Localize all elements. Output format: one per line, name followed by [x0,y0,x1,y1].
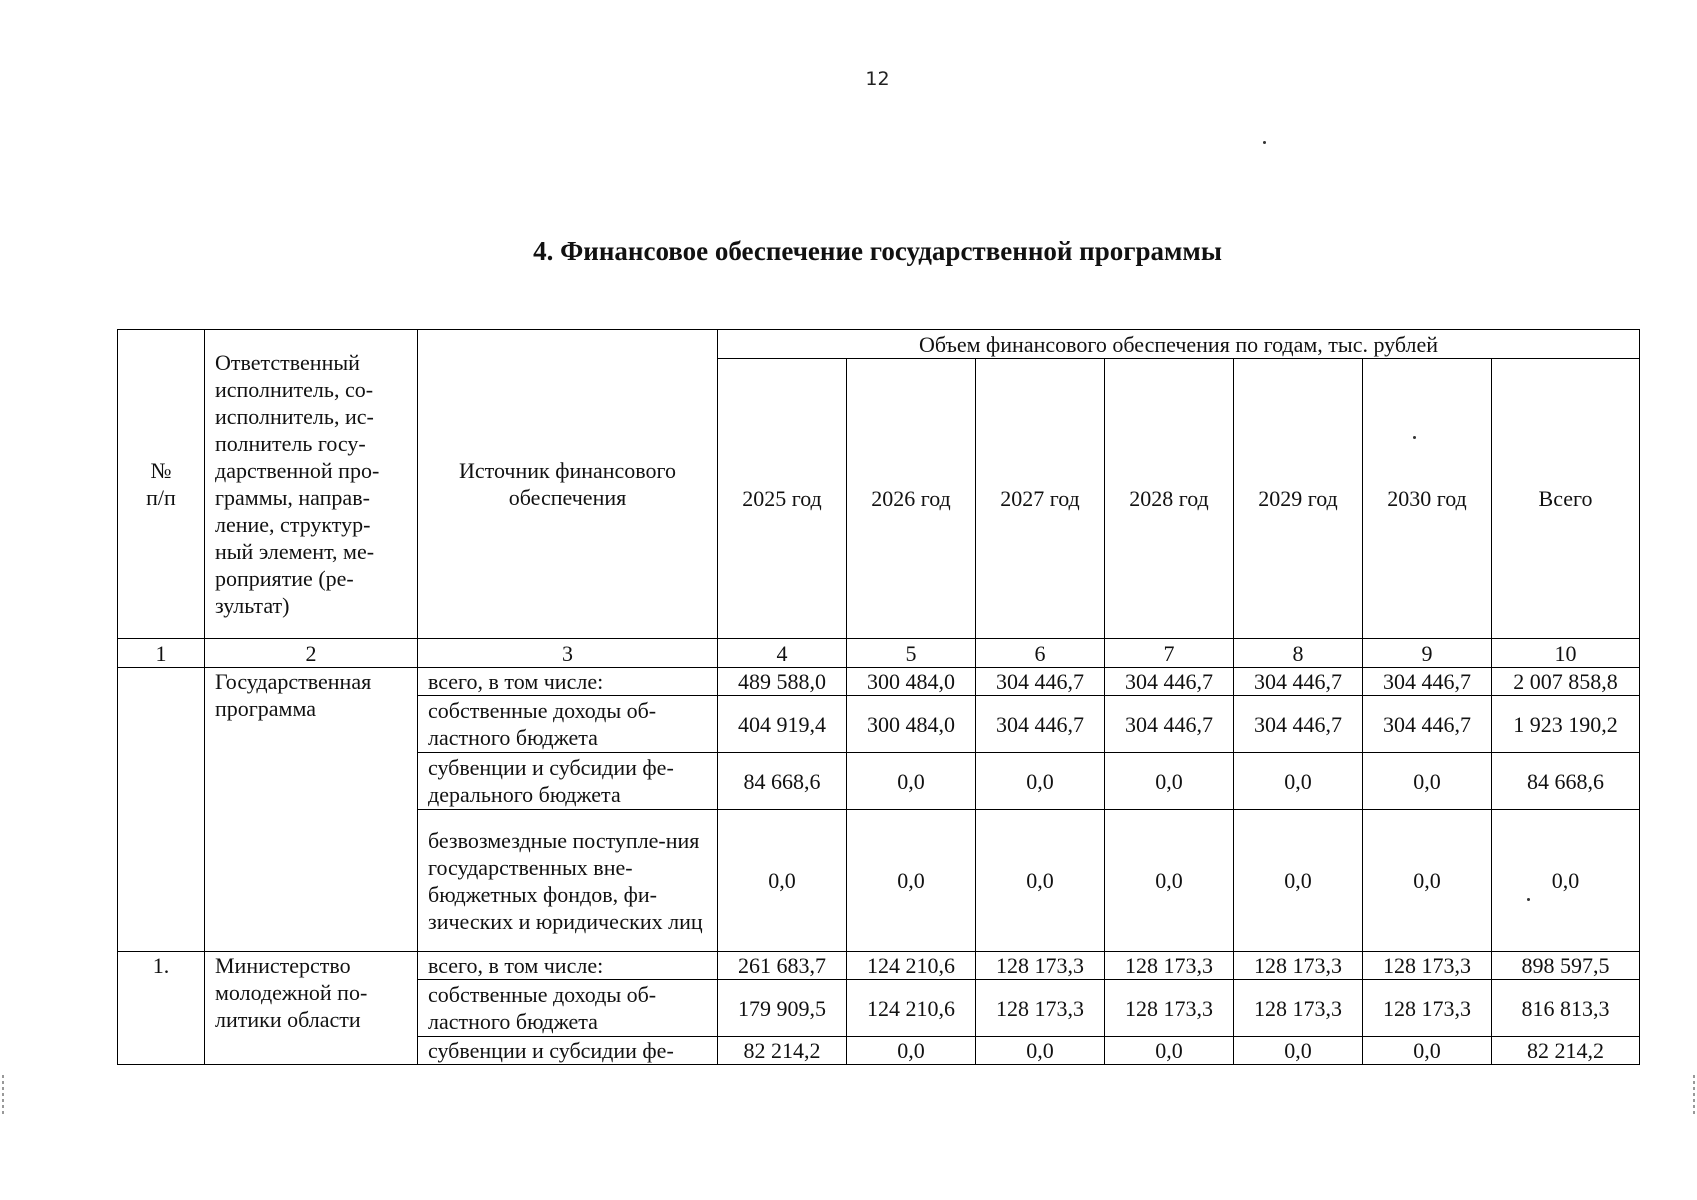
value-cell: 261 683,7 [718,952,847,980]
value-cell: 404 919,4 [718,696,847,753]
value-cell: 0,0 [1105,753,1234,810]
value-cell: 0,0 [1105,1037,1234,1065]
column-number: 1 [118,639,205,668]
value-cell: 0,0 [1234,1037,1363,1065]
header-year: 2028 год [1105,359,1234,639]
row-source: субвенции и субсидии фе- [418,1037,718,1065]
value-cell: 84 668,6 [718,753,847,810]
column-number: 5 [847,639,976,668]
scan-speck [1413,436,1416,439]
table-row [118,952,1640,980]
value-cell: 304 446,7 [976,668,1105,696]
value-cell: 898 597,5 [1492,952,1640,980]
header-year: 2026 год [847,359,976,639]
value-cell: 128 173,3 [1363,952,1492,980]
header-col-source: Источник финансового обеспечения [418,330,718,639]
column-number: 9 [1363,639,1492,668]
value-cell: 82 214,2 [1492,1037,1640,1065]
value-cell: 128 173,3 [1363,980,1492,1037]
scan-speck [1263,141,1266,144]
value-cell: 304 446,7 [1234,696,1363,753]
value-cell: 0,0 [976,753,1105,810]
column-number: 3 [418,639,718,668]
value-cell: 0,0 [976,810,1105,952]
row-number [118,668,205,952]
value-cell: 0,0 [847,810,976,952]
header-year: 2029 год [1234,359,1363,639]
value-cell: 0,0 [847,753,976,810]
value-cell: 300 484,0 [847,668,976,696]
value-cell: 0,0 [1234,753,1363,810]
table-row [118,668,1640,696]
row-executor: Министерство молодежной по-литики области [205,952,418,1065]
financing-table [117,329,1640,1065]
header-col-executor: Ответственный исполнитель, со-исполнитель, ис-полнитель госу-дарственной про-граммы, направ-ление, структур-ный элемент, ме-роприятие (ре-зультат) [205,330,418,639]
row-source: всего, в том числе: [418,668,718,696]
column-number: 10 [1492,639,1640,668]
value-cell: 128 173,3 [1105,952,1234,980]
value-cell: 84 668,6 [1492,753,1640,810]
value-cell: 0,0 [718,810,847,952]
value-cell: 0,0 [1492,810,1640,952]
value-cell: 128 173,3 [1234,980,1363,1037]
header-year: 2025 год [718,359,847,639]
header-year: 2030 год [1363,359,1492,639]
row-source: всего, в том числе: [418,952,718,980]
row-source: субвенции и субсидии фе-дерального бюджета [418,753,718,810]
value-cell: 0,0 [1363,810,1492,952]
column-number: 7 [1105,639,1234,668]
scan-edge [2,1075,4,1115]
scan-speck [1527,898,1530,901]
value-cell: 304 446,7 [1105,668,1234,696]
value-cell: 0,0 [1234,810,1363,952]
value-cell: 82 214,2 [718,1037,847,1065]
value-cell: 489 588,0 [718,668,847,696]
value-cell: 2 007 858,8 [1492,668,1640,696]
section-title: 4. Финансовое обеспечение государственной программы [533,236,1222,266]
row-source: безвозмездные поступле-ния государственных вне-бюджетных фондов, фи-зических и юридических лиц [418,810,718,952]
value-cell: 304 446,7 [1105,696,1234,753]
value-cell: 0,0 [1363,1037,1492,1065]
value-cell: 128 173,3 [1234,952,1363,980]
row-source: собственные доходы об-ластного бюджета [418,980,718,1037]
column-number: 4 [718,639,847,668]
value-cell: 124 210,6 [847,980,976,1037]
header-row [118,330,1640,359]
value-cell: 124 210,6 [847,952,976,980]
scan-edge [1693,1075,1695,1115]
value-cell: 304 446,7 [976,696,1105,753]
value-cell: 179 909,5 [718,980,847,1037]
header-year: 2027 год [976,359,1105,639]
column-number: 6 [976,639,1105,668]
value-cell: 300 484,0 [847,696,976,753]
header-volume: Объем финансового обеспечения по годам, тыс. рублей [718,330,1640,359]
value-cell: 128 173,3 [1105,980,1234,1037]
value-cell: 304 446,7 [1363,668,1492,696]
header-total: Всего [1492,359,1640,639]
column-number: 8 [1234,639,1363,668]
row-source: собственные доходы об-ластного бюджета [418,696,718,753]
value-cell: 128 173,3 [976,980,1105,1037]
value-cell: 0,0 [847,1037,976,1065]
value-cell: 0,0 [1363,753,1492,810]
value-cell: 1 923 190,2 [1492,696,1640,753]
row-number: 1. [118,952,205,1065]
column-number: 2 [205,639,418,668]
page-number: 12 [865,68,890,90]
value-cell: 128 173,3 [976,952,1105,980]
row-executor: Государственная программа [205,668,418,952]
value-cell: 304 446,7 [1234,668,1363,696]
value-cell: 816 813,3 [1492,980,1640,1037]
value-cell: 304 446,7 [1363,696,1492,753]
header-col-number: № п/п [118,330,205,639]
value-cell: 0,0 [1105,810,1234,952]
value-cell: 0,0 [976,1037,1105,1065]
column-number-row [118,639,1640,668]
